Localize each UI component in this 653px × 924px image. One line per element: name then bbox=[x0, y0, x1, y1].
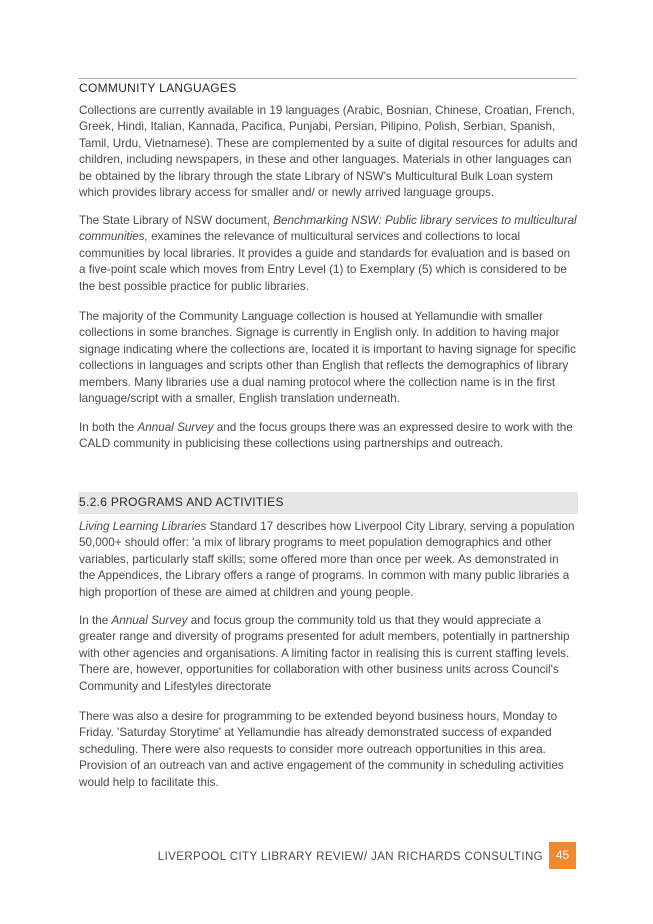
paragraph-text: Standard 17 describes how Liverpool City Library, serving a population 50,000+ should offer: 'a mix of library programs to meet population demographics and other variables, particularly staff skills; some offered more than once per week. As demonstrated in the Appendices, the Library offers a range of programs. In common with many public libraries a high proportion of these are aimed at children and young people. bbox=[79, 520, 575, 599]
page-number: 45 bbox=[549, 842, 576, 869]
document-title: Annual Survey bbox=[111, 614, 188, 627]
paragraph-text: and focus group the community told us that they would appreciate a greater range and diversity of programs presented for adult members, potentially in partnership with other agencies and organisations. A limiting factor in realising this is current staffing levels. There are, however, opportunities for collaboration with other business units across Council's Community and Lifestyles directorate bbox=[79, 614, 570, 693]
paragraph-text: examines the relevance of multicultural services and collections to local communities by local libraries. It provides a guide and standards for evaluation and is based on a five-point scale which moves from Entry Level (1) to Exemplary (5) which is considered to be the best possible practice for public libraries. bbox=[79, 230, 571, 293]
paragraph-text: In the bbox=[79, 614, 112, 627]
community-languages-paragraph-2 bbox=[79, 213, 578, 295]
community-languages-paragraph-1: Collections are currently available in 19 languages (Arabic, Bosnian, Chinese, Croatian, French, Greek, Hindi, Italian, Kannada, Pacifica, Punjabi, Persian, Pilipino, Polish, Serbian, Spanish, Tamil, Urdu, Vietnamese). These are complemented by a suite of digital resources for adults and children, including newspapers, in these and other languages. Materials in other languages can be obtained by the library through the state Library of NSW's Multicultural Bulk Loan system which provides library access for smaller and/ or newly arrived language groups. bbox=[79, 104, 578, 200]
document-title: Benchmarking NSW: Public library services to multicultural communities, bbox=[79, 214, 577, 244]
footer-title: LIVERPOOL CITY LIBRARY REVIEW/ JAN RICHARDS CONSULTING bbox=[157, 851, 543, 863]
community-languages-heading: COMMUNITY LANGUAGES bbox=[79, 81, 237, 95]
paragraph-text: The State Library of NSW document, bbox=[79, 214, 274, 227]
document-title: Annual Survey bbox=[137, 421, 214, 434]
document-title: Living Learning Libraries bbox=[79, 520, 207, 533]
programs-paragraph-3: There was also a desire for programming to be extended beyond business hours, Monday to Friday. 'Saturday Storytime' at Yellamundie has already demonstrated success of expanded scheduling. There were also requests to consider more outreach opportunities in this area. Provision of an outreach van and active engagement of the community in scheduling activities would help to facilitate this. bbox=[79, 710, 564, 789]
paragraph-text: and the focus groups there was an expressed desire to work with the CALD community in publicising these collections using partnerships and outreach. bbox=[79, 421, 573, 451]
programs-paragraph-1 bbox=[79, 519, 578, 601]
top-divider bbox=[78, 78, 577, 79]
community-languages-paragraph-4 bbox=[79, 420, 578, 453]
community-languages-paragraph-3: The majority of the Community Language collection is housed at Yellamundie with smaller collections in some branches. Signage is currently in English only. In addition to having major signage indicating where the collections are, located it is important to having signage for specific collections in languages and scripts other than English that reflects the demographics of library members. Many libraries use a dual naming protocol where the collection name is in the first language/script with a smaller, English translation underneath. bbox=[79, 310, 576, 406]
paragraph-text: In both the bbox=[79, 421, 138, 434]
programs-heading: 5.2.6 PROGRAMS AND ACTIVITIES bbox=[79, 495, 284, 509]
programs-paragraph-2 bbox=[79, 613, 578, 695]
